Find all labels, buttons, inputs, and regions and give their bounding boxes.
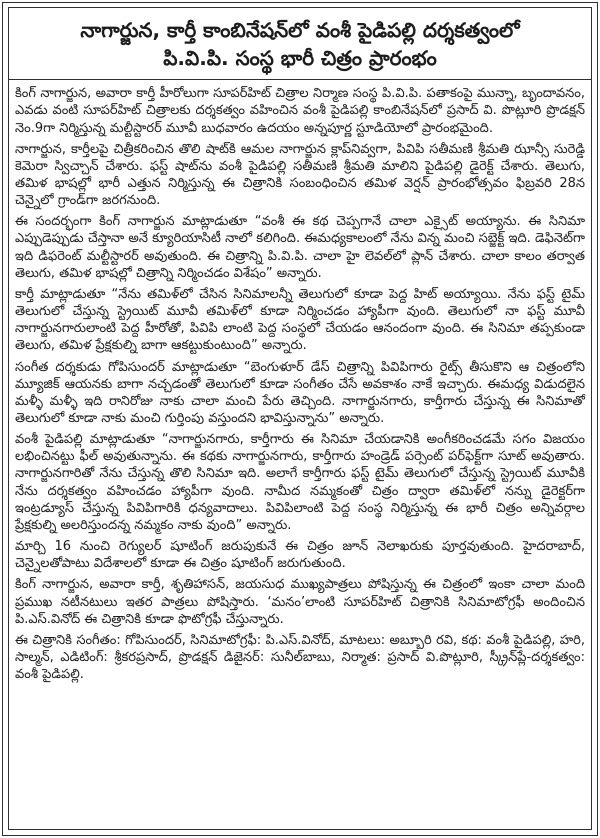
body-paragraph-nagarjuna-quote: ఈ సందర్భంగా కింగ్ నాగార్జున మాట్లాడుతూ “వంశీ ఈ కథ చెప్పగానే చాలా ఎక్సైట్ అయ్యాను. ఈ సినిమా ఎప్పుడెప్పుడు చేస్తానా అనే క్యూరియాసిటీ నాలో కలిగింది. ఈమధ్యకాలంలో నేను విన్న మంచి సబ్జెక్ట్ ఇది. డెఫినెట్‌గా ఇది డిఫరెంట్ మల్టీస్టారర్ అవుతుంది. ఈ చిత్రాన్ని పి.వి.పి. చాలా హై లెవల్‌లో ప్లాన్ చేశారు. చాలా కాలం తర్వాత తెలుగు, తమిళ భాషల్లో చిత్రాన్ని నిర్మించడం విశేషం” అన్నారు. [15, 214, 585, 281]
article-title [9, 8, 591, 79]
inner-border [8, 7, 592, 830]
body-paragraph-karthi-quote: కార్తీ మాట్లాడుతూ “నేను తమిళ్‌లో చేసిన సినిమాలన్నీ తెలుగులో కూడా పెద్ద హిట్ అయ్యాయి. నేను ఫస్ట్ టైమ్ తెలుగులో చేస్తున్న స్ట్రెయిట్ మూవీ తమిళ్‌లో కూడా నిర్మించడం హ్యాపీగా వుంది. తెలుగులో నా ఫస్ట్ మూవీ నాగార్జునగారులాంటి పెద్ద హీరోతో, పివిపి లాంటి పెద్ద సంస్థలో చేయడం ఆనందంగా వుంది. ఈ సినిమా తప్పకుండా తెలుగు, తమిళ ప్రేక్షకుల్ని బాగా ఆకట్టుకుంటుంది” అన్నారు. [15, 286, 585, 354]
body-paragraph-gopisundar-quote: సంగీత దర్శకుడు గోపిసుందర్ మాట్లాడుతూ “బెంగుళూర్ డేస్ చిత్రాన్ని పివిపిగారు రైట్స్ తీసుకొని ఆ చిత్రంలోని మ్యూజిక్ ఆయనకు బాగా నచ్చడంతో తెలుగులో కూడా సంగీతం చేసే అవకాశం నాకే ఇచ్చారు. ఈమధ్య విడుదలైన మళ్ళీ మళ్ళీ ఇది రానిరోజు నాకు చాలా మంచి పేరు తెచ్చింది. నాగార్జునగారు, కార్తీగారు చేస్తున్న ఈ సినిమాతో తెలుగులో కూడా నాకు మంచి గుర్తింపు వస్తుందని భావిస్తున్నాను” అన్నారు. [15, 359, 585, 426]
body-paragraph-credits: ఈ చిత్రానికి సంగీతం: గోపిసుందర్, సినిమాటోగ్రఫీ: పి.ఎస్.వినోద్, మాటలు: అబ్బూరి రవి, కథ: వంశీ పైడిపల్లి, హరి, సాల్మన్, ఎడిటింగ్: శ్రీకరప్రసాద్, ప్రొడక్షన్ డిజైనర్: సునీల్‌బాబు, నిర్మాత: ప్రసాద్ వి.పొట్లూరి, స్క్రీన్‌ప్లే-దర్శకత్వం: వంశీ పైడిపల్లి. [15, 632, 585, 683]
article-body [9, 80, 591, 829]
body-paragraph-cast: కింగ్ నాగార్జున, అవారా కార్తీ, శృతిహాసన్, జయసుధ ముఖ్యపాత్రలు పోషిస్తున్న ఈ చిత్రంలో ఇంకా చాలా మంది ప్రముఖ నటీనటులు ఇతర పాత్రలు పోషిస్తారు. ‘మనం’లాంటి సూపర్‌హిట్ చిత్రానికి సినిమాటోగ్రఫీ అందించిన పి.ఎస్.వినోద్ ఈ చిత్రానికి కూడా ఫొటోగ్రఫీ చేస్తున్నారు. [15, 577, 585, 627]
body-paragraph-intro: కింగ్ నాగార్జున, అవారా కార్తీ హీరోలుగా సూపర్‌హిట్ చిత్రాల నిర్మాణ సంస్థ పి.వి.పి. పతాకంపై మున్నా, బృందావనం, ఎవడు వంటి సూపర్‌హిట్ చిత్రాలకు దర్శకత్వం వహించిన వంశీ పైడిపల్లి కాంబినేషన్‌లో ప్రసాద్ వి. పొట్లూరి ప్రొడక్షన్ నెం.9గా నిర్మిస్తున్న మల్టీస్టారర్ మూవీ బుధవారం ఉదయం అన్నపూర్ణ స్టూడియోలో ప్రారంభమైంది. [15, 86, 585, 136]
title-line-1: నాగార్జున, కార్తీ కాంబినేషన్‌లో వంశీ పైడిపల్లి దర్శకత్వంలో [80, 18, 520, 42]
body-paragraph-launch-event: నాగార్జున, కార్తీలపై చిత్రీకరించిన తొలి షాట్‌కి ఆమల నాగార్జున క్లాప్‌నివ్వగా, పివిపి సతీమణి శ్రీమతి ఝాన్సీ సురెడ్డి కెమెరా స్విచ్చాన్ చేశారు. ఫస్ట్ షాట్‌ను వంశీ పైడిపల్లి సతీమణి శ్రీమతి మాలిని పైడిపల్లి డైరెక్ట్ చేశారు. తెలుగు, తమిళ భాషల్లో భారీ ఎత్తున నిర్మిస్తున్న ఈ చిత్రానికి సంబంధించిన తమిళ వెర్షన్ ప్రారంభోత్సవం ఫిబ్రవరి 28న చెన్నైలో గ్రాండ్‌గా జరగనుంది. [15, 141, 585, 209]
body-paragraph-vamsi-quote: వంశీ పైడిపల్లి మాట్లాడుతూ “నాగార్జునగారు, కార్తీగారు ఈ సినిమా చేయడానికి అంగీకరించడమే సగం విజయం లభించినట్టు ఫీల్ అవుతున్నాను. ఈ కథకు నాగార్జునగారు, కార్తీగారు హండ్రెడ్ పర్సెంట్ పర్‌ఫెక్ట్‌గా సూట్ అవుతారు. నాగార్జునగారితో నేను చేస్తున్న తొలి సినిమా ఇది. అలాగే కార్తీగారు ఫస్ట్ టైమ్ తెలుగులో చేస్తున్న స్ట్రెయిట్ మూవీకి నేను దర్శకత్వం వహించడం హ్యాపీగా వుంది. నామీద నమ్మకంతో చిత్రం ద్వారా తమిళ్‌లో నన్ను డైరెక్టర్‌గా ఇంట్రడ్యూస్ చేస్తున్న పివిపిగారికి ధన్యవాదాలు. పివిపిలాంటి పెద్ద సంస్థ నిర్మిస్తున్న ఈ భారీ చిత్రం అన్నివర్గాల ప్రేక్షకుల్ని అలరిస్తుందన్న నమ్మకం నాకు వుంది” అన్నారు. [15, 432, 585, 533]
title-line-2: పి.వి.పి. సంస్థ భారీ చిత్రం ప్రారంభం [163, 45, 437, 70]
body-paragraph-shooting-schedule: మార్చి 16 నుంచి రెగ్యులర్ షూటింగ్ జరుపుకునే ఈ చిత్రం జూన్ నెలాఖరుకు పూర్తవుతుంది. హైదరాబాద్, చెన్నైలతోపాటు విదేశాలలో కూడా ఈ చిత్రం షూటింగ్ జరుగుతుంది. [15, 539, 585, 572]
